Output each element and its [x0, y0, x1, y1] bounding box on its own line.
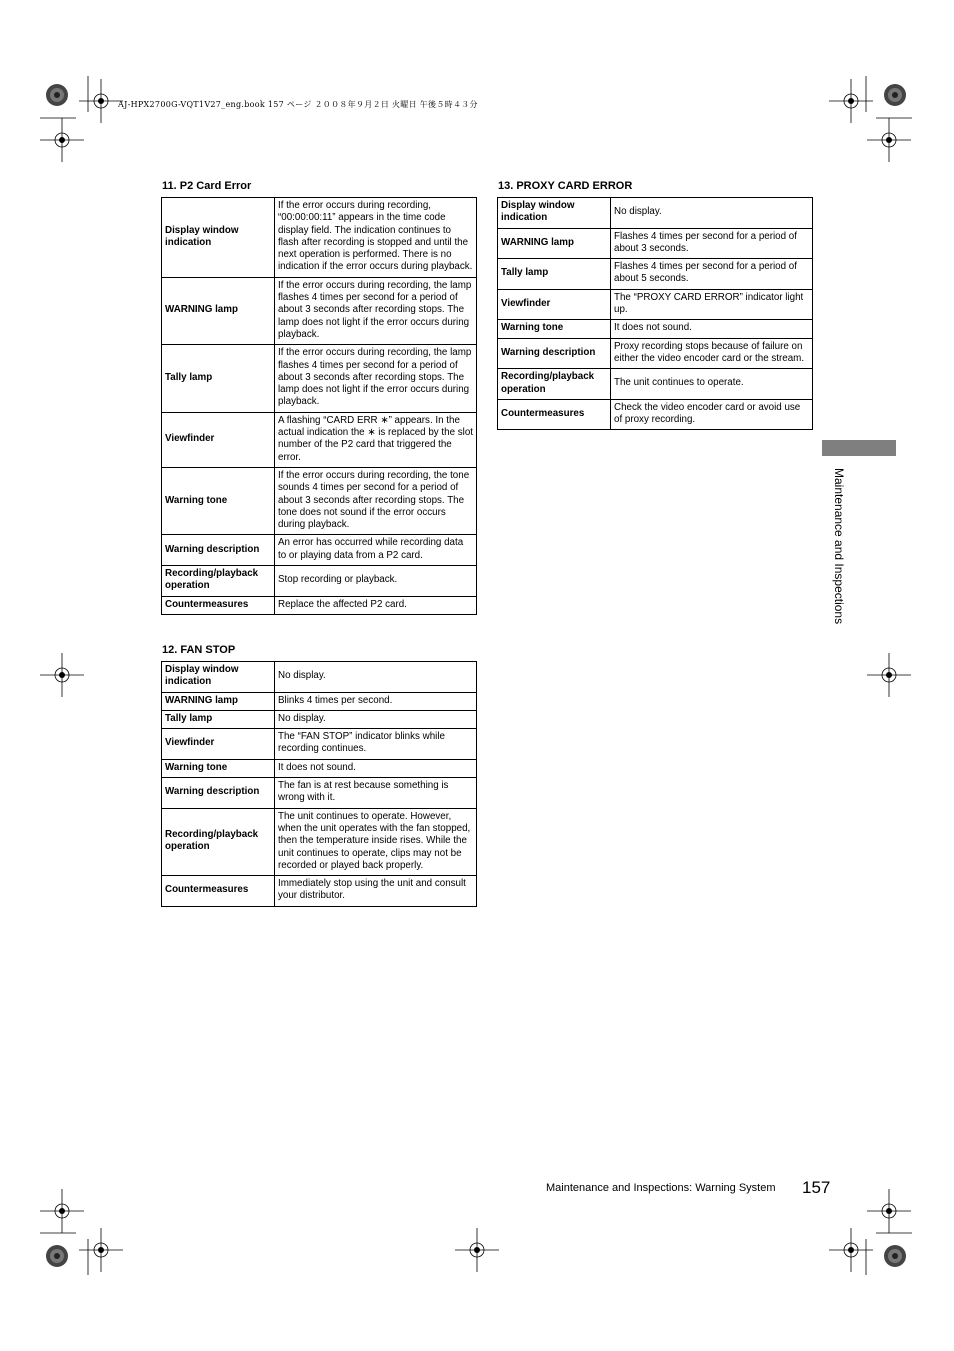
side-tab-label: Maintenance and Inspections — [832, 468, 846, 625]
table-row — [498, 369, 813, 400]
table-row — [162, 535, 477, 566]
row-value: Blinks 4 times per second. — [275, 692, 477, 710]
row-value: Flashes 4 times per second for a period of about 3 seconds. — [611, 228, 813, 259]
row-label: Tally lamp — [498, 259, 611, 290]
row-value: The “FAN STOP” indicator blinks while recording continues. — [275, 729, 477, 760]
table-row — [162, 778, 477, 809]
table-row — [162, 566, 477, 597]
row-label: WARNING lamp — [498, 228, 611, 259]
side-tab-marker — [822, 440, 896, 456]
table-row — [162, 759, 477, 777]
row-value: It does not sound. — [611, 320, 813, 338]
row-value: An error has occurred while recording data to or playing data from a P2 card. — [275, 535, 477, 566]
page-number: 157 — [802, 1178, 831, 1197]
row-value: Replace the affected P2 card. — [275, 596, 477, 614]
row-label: Recording/playback operation — [162, 808, 275, 875]
table-row — [162, 412, 477, 467]
row-label: Viewfinder — [498, 289, 611, 320]
row-value: The fan is at rest because something is wrong with it. — [275, 778, 477, 809]
row-label: Warning description — [162, 535, 275, 566]
row-label: Warning description — [498, 338, 611, 369]
table-row — [162, 467, 477, 534]
table-row — [162, 808, 477, 875]
row-value: Flashes 4 times per second for a period of about 5 seconds. — [611, 259, 813, 290]
section-title-proxy-card-error: 13. PROXY CARD ERROR — [498, 180, 633, 192]
row-label: Tally lamp — [162, 345, 275, 412]
row-value: If the error occurs during recording, the tone sounds 4 times per second for a period of about 3 seconds after recording stops. The tone does not sound if the error occurs during playback. — [275, 467, 477, 534]
table-row — [498, 259, 813, 290]
table-row — [162, 345, 477, 412]
row-label: Warning tone — [162, 467, 275, 534]
row-value: The unit continues to operate. — [611, 369, 813, 400]
table-row — [498, 338, 813, 369]
row-value: No display. — [275, 662, 477, 693]
row-value: A flashing “CARD ERR ∗” appears. In the actual indication the ∗ is replaced by the slot number of the P2 card that triggered the error. — [275, 412, 477, 467]
row-label: Warning description — [162, 778, 275, 809]
row-label: Warning tone — [162, 759, 275, 777]
row-label: Countermeasures — [498, 399, 611, 430]
row-label: WARNING lamp — [162, 277, 275, 344]
row-value: If the error occurs during recording, the lamp flashes 4 times per second for a period of about 3 seconds after recording stops. The lamp does not light if the error occurs during playback. — [275, 345, 477, 412]
table-row — [162, 596, 477, 614]
row-label: Viewfinder — [162, 729, 275, 760]
table-row — [498, 228, 813, 259]
row-label: WARNING lamp — [162, 692, 275, 710]
row-value: Proxy recording stops because of failure on either the video encoder card or the stream. — [611, 338, 813, 369]
row-value: It does not sound. — [275, 759, 477, 777]
fan-stop-table — [161, 661, 477, 907]
book-header-line: AJ-HPX2700G-VQT1V27_eng.book 157 ページ ２００８年９月２日 火曜日 午後５時４３分 — [118, 100, 478, 109]
row-label: Recording/playback operation — [498, 369, 611, 400]
row-label: Tally lamp — [162, 710, 275, 728]
table-row — [162, 876, 477, 907]
row-label: Recording/playback operation — [162, 566, 275, 597]
row-label: Countermeasures — [162, 596, 275, 614]
row-value: No display. — [275, 710, 477, 728]
table-row — [498, 399, 813, 430]
row-value: Stop recording or playback. — [275, 566, 477, 597]
proxy-card-error-table — [497, 197, 813, 430]
row-label: Warning tone — [498, 320, 611, 338]
row-label: Countermeasures — [162, 876, 275, 907]
row-label: Display window indication — [498, 198, 611, 229]
row-label: Display window indication — [162, 662, 275, 693]
section-title-fan-stop: 12. FAN STOP — [162, 644, 236, 656]
row-value: If the error occurs during recording, “00:00:00:11” appears in the time code display field. The indication continues to flash after recording is stopped and until the next operation is performed. There is no indication if the error occurs during playback. — [275, 198, 477, 278]
row-label: Display window indication — [162, 198, 275, 278]
table-row — [162, 729, 477, 760]
table-row — [498, 320, 813, 338]
row-value: If the error occurs during recording, the lamp flashes 4 times per second for a period of about 3 seconds after recording stops. The lamp does not light if the error occurs during playback. — [275, 277, 477, 344]
row-value: Check the video encoder card or avoid use of proxy recording. — [611, 399, 813, 430]
table-row — [498, 289, 813, 320]
row-label: Viewfinder — [162, 412, 275, 467]
table-row — [162, 198, 477, 278]
row-value: The unit continues to operate. However, when the unit operates with the fan stopped, then the temperature inside rises. While the unit continues to operate, clips may not be recorded or played back properly. — [275, 808, 477, 875]
table-row — [498, 198, 813, 229]
p2-card-error-table — [161, 197, 477, 615]
table-row — [162, 692, 477, 710]
section-title-p2-card-error: 11. P2 Card Error — [162, 180, 252, 192]
row-value: The “PROXY CARD ERROR” indicator light up. — [611, 289, 813, 320]
row-value: No display. — [611, 198, 813, 229]
table-row — [162, 277, 477, 344]
table-row — [162, 710, 477, 728]
table-row — [162, 662, 477, 693]
row-value: Immediately stop using the unit and consult your distributor. — [275, 876, 477, 907]
footer-section-title: Maintenance and Inspections: Warning System — [546, 1182, 776, 1194]
